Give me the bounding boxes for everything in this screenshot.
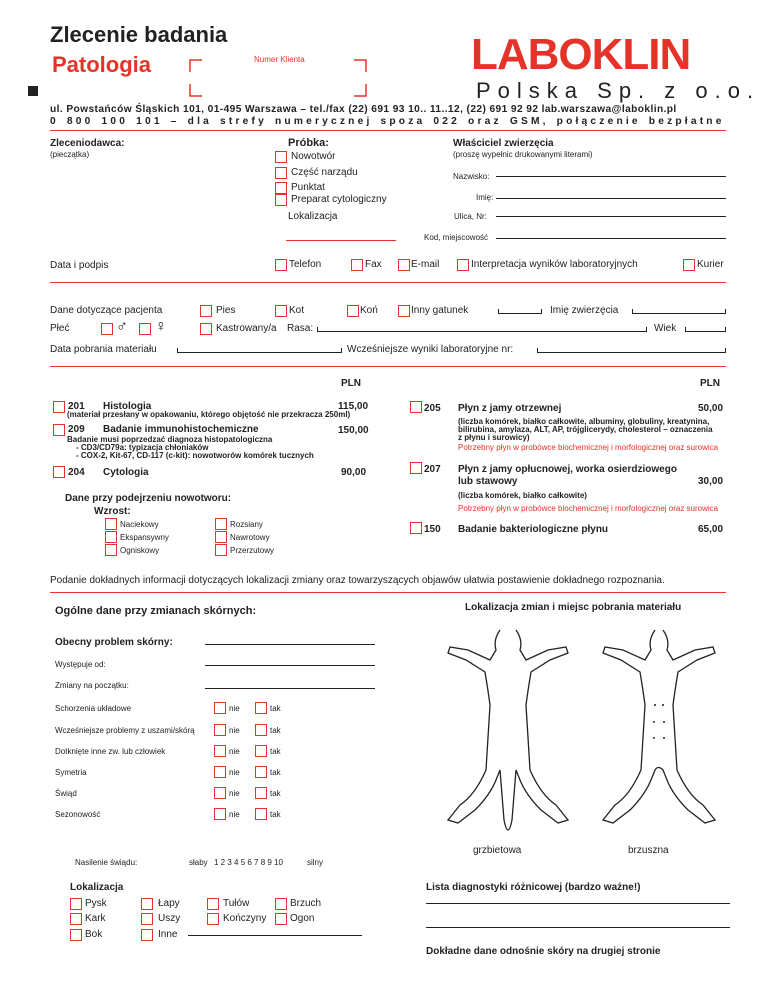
divider xyxy=(50,592,726,593)
species-checkbox-dog[interactable] xyxy=(200,305,212,317)
skin-yes-checkbox[interactable] xyxy=(255,787,267,799)
sample-label: Próbka: xyxy=(288,137,329,149)
skin-row-label: Symetria xyxy=(55,768,87,777)
skin-no-label: nie xyxy=(229,726,240,735)
sample-date-label: Data pobrania materiału xyxy=(50,344,157,355)
phone-line: 0 800 100 101 – dla strefy numerycznej spoza 022 oraz GSM, połączenie bezpłatne xyxy=(50,116,725,127)
skin-problem-label: Obecny problem skórny: xyxy=(55,637,173,648)
postal-field[interactable] xyxy=(496,238,726,239)
itch-scale[interactable]: 1 2 3 4 5 6 7 8 9 10 xyxy=(214,858,283,867)
dog-body-map[interactable] xyxy=(430,620,730,850)
dorsal-dog-outline xyxy=(448,630,568,830)
test-name: Badanie immunohistochemiczne xyxy=(103,424,259,435)
test-note: z płynu i surowicy) xyxy=(458,433,530,442)
skin-problem-field[interactable] xyxy=(205,644,375,645)
contact-checkbox-phone[interactable] xyxy=(275,259,287,271)
address-line: ul. Powstańców Śląskich 101, 01-495 Warszawa – tel./fax (22) 691 93 10.. 11..12, (22) 691 92 92 lab.warszawa@laboklin.pl xyxy=(50,104,677,115)
growth-checkbox-metastatic[interactable] xyxy=(215,544,227,556)
skin-yes-label: tak xyxy=(270,726,281,735)
sample-checkbox-puncture[interactable] xyxy=(275,182,287,194)
currency-right: PLN xyxy=(700,378,720,389)
skin-no-label: nie xyxy=(229,704,240,713)
name-field[interactable] xyxy=(496,198,726,199)
skin-yes-label: tak xyxy=(270,810,281,819)
age-label: Wiek xyxy=(654,323,677,334)
skin-yes-label: tak xyxy=(270,789,281,798)
test-name: Płyn z jamy opłucnowej, worka osierdziowego xyxy=(458,464,677,475)
skin-no-checkbox[interactable] xyxy=(214,702,226,714)
divider xyxy=(50,366,726,367)
footer-note: Dokładne dane odnośnie skóry na drugiej stronie xyxy=(426,946,661,957)
skin-yes-checkbox[interactable] xyxy=(255,724,267,736)
itch-label: Nasilenie świądu: xyxy=(75,858,138,867)
sample-checkbox-cytology[interactable] xyxy=(275,194,287,206)
contact-label: Telefon xyxy=(289,259,322,270)
sex-checkbox-male[interactable] xyxy=(101,323,113,335)
date-sign-label: Data i podpis xyxy=(50,260,109,271)
species-checkbox-other[interactable] xyxy=(398,305,410,317)
divider xyxy=(50,282,726,283)
sample-checkbox-organ[interactable] xyxy=(275,167,287,179)
skin-no-checkbox[interactable] xyxy=(214,724,226,736)
species-label: Koń xyxy=(360,305,378,316)
skin-since-label: Występuje od: xyxy=(55,660,106,669)
surname-field[interactable] xyxy=(496,176,726,177)
loc-checkbox-other[interactable] xyxy=(141,929,153,941)
skin-yes-checkbox[interactable] xyxy=(255,766,267,778)
test-checkbox-207[interactable] xyxy=(410,462,422,474)
diff-field-1[interactable] xyxy=(426,903,730,904)
contact-label: Interpretacja wyników laboratoryjnych xyxy=(471,259,638,270)
skin-initial-field[interactable] xyxy=(205,688,375,689)
skin-initial-label: Zmiany na początku: xyxy=(55,681,129,690)
loc-item: Uszy xyxy=(158,913,181,924)
sample-option: Część narządu xyxy=(291,167,358,178)
loc-checkbox-limbs[interactable] xyxy=(207,913,219,925)
loc-other-field[interactable] xyxy=(188,935,362,936)
previous-results-label: Wcześniejsze wyniki laboratoryjne nr: xyxy=(347,344,514,355)
nipple-mark xyxy=(662,704,664,706)
form-title: Zlecenie badania xyxy=(50,22,228,47)
laboklin-logo: LABOKLIN xyxy=(471,30,691,79)
growth-option: Ekspansywny xyxy=(120,533,169,542)
contact-label: Kurier xyxy=(697,259,724,270)
growth-option: Nawrotowy xyxy=(230,533,270,542)
test-checkbox-201[interactable] xyxy=(53,401,65,413)
map-title: Lokalizacja zmian i miejsc pobrania materiału xyxy=(465,602,682,613)
form-subtitle: Patologia xyxy=(52,52,152,77)
divider xyxy=(50,130,726,131)
test-name-2: lub stawowy xyxy=(458,476,518,487)
itch-weak: słaby xyxy=(189,858,208,867)
growth-checkbox-expansive[interactable] xyxy=(105,531,117,543)
test-checkbox-204[interactable] xyxy=(53,466,65,478)
test-code: 207 xyxy=(424,464,441,475)
growth-option: Rozsiany xyxy=(230,520,263,529)
age-field[interactable] xyxy=(685,327,726,332)
test-price: 90,00 xyxy=(341,467,367,478)
test-name: Cytologia xyxy=(103,467,149,478)
info-text: Podanie dokładnych informacji dotyczących lokalizacji zmiany oraz towarzyszących objawów ułatwia postawienie dokładnego rozpoznania. xyxy=(50,575,665,586)
test-price: 115,00 xyxy=(338,401,369,412)
skin-yes-checkbox[interactable] xyxy=(255,702,267,714)
street-label: Ulica, Nr: xyxy=(454,212,487,221)
test-note: bilirubina, amylaza, ALT, AP, trójglicerydy, cholesterol – oznaczenia xyxy=(458,425,713,434)
test-name: Badanie bakteriologiczne płynu xyxy=(458,524,609,535)
postal-label: Kod, miejscowość xyxy=(424,233,489,242)
castrated-checkbox[interactable] xyxy=(200,323,212,335)
female-icon: ♀ xyxy=(155,318,167,335)
growth-label: Wzrost: xyxy=(94,506,131,517)
skin-no-checkbox[interactable] xyxy=(214,745,226,757)
contact-label: E-mail xyxy=(411,259,440,270)
species-label: Inny gatunek xyxy=(411,305,469,316)
diff-field-2[interactable] xyxy=(426,927,730,928)
species-label: Pies xyxy=(216,305,236,316)
test-price: 50,00 xyxy=(698,403,724,414)
test-price: 30,00 xyxy=(698,476,724,487)
skin-row-label: Świąd xyxy=(55,789,77,798)
loc-checkbox-trunk[interactable] xyxy=(207,898,219,910)
nipple-mark xyxy=(654,704,656,706)
orderer-label: Zleceniodawca: xyxy=(50,138,125,149)
growth-option: Ogniskowy xyxy=(120,546,160,555)
growth-checkbox-focal[interactable] xyxy=(105,544,117,556)
test-checkbox-209[interactable] xyxy=(53,424,65,436)
other-species-field[interactable] xyxy=(498,309,542,314)
loc-checkbox-paws[interactable] xyxy=(141,898,153,910)
loc-item: Tułów xyxy=(223,898,250,909)
test-checkbox-205[interactable] xyxy=(410,401,422,413)
contact-checkbox-email[interactable] xyxy=(398,259,410,271)
skin-no-label: nie xyxy=(229,768,240,777)
loc-item: Ogon xyxy=(290,913,315,924)
skin-yes-checkbox[interactable] xyxy=(255,808,267,820)
contact-label: Fax xyxy=(365,259,382,270)
client-number-frame[interactable] xyxy=(188,58,368,98)
test-code: 201 xyxy=(68,401,85,412)
growth-checkbox-recurrent[interactable] xyxy=(215,531,227,543)
sample-option: Preparat cytologiczny xyxy=(291,194,387,205)
sample-checkbox-tumor[interactable] xyxy=(275,151,287,163)
skin-no-label: nie xyxy=(229,810,240,819)
test-code: 209 xyxy=(68,424,85,435)
test-note: (liczba komórek, białko całkowite, albuminy, globuliny, kreatynina, xyxy=(458,417,710,426)
loc-checkbox-neck[interactable] xyxy=(70,913,82,925)
loc-checkbox-muzzle[interactable] xyxy=(70,898,82,910)
company-name: Polska Sp. z o.o. xyxy=(476,78,761,103)
breed-label: Rasa: xyxy=(287,323,314,334)
animal-name-label: Imię zwierzęcia xyxy=(550,305,619,316)
test-note: (materiał przesłany w opakowaniu, którego objętość nie przekracza 250ml) xyxy=(67,410,351,419)
patient-label: Dane dotyczące pacjenta xyxy=(50,305,163,316)
growth-checkbox-infiltrative[interactable] xyxy=(105,518,117,530)
loc-item: Bok xyxy=(85,929,103,940)
loc-item: Kark xyxy=(85,913,106,924)
sex-label: Płeć xyxy=(50,323,70,334)
sample-location-field[interactable] xyxy=(286,240,396,241)
skin-yes-label: tak xyxy=(270,747,281,756)
dorsal-label: grzbietowa xyxy=(473,845,522,856)
itch-strong: silny xyxy=(307,858,324,867)
skin-title: Ogólne dane przy zmianach skórnych: xyxy=(55,605,257,617)
test-note: (liczba komórek, białko całkowite) xyxy=(458,491,587,500)
sample-option: Nowotwór xyxy=(291,151,336,162)
skin-no-checkbox[interactable] xyxy=(214,766,226,778)
street-field[interactable] xyxy=(496,216,726,217)
species-label: Kot xyxy=(289,305,305,316)
loc-label: Lokalizacja xyxy=(70,882,124,893)
skin-no-checkbox[interactable] xyxy=(214,787,226,799)
test-note: - COX-2, Kit-67, CD-117 (c-kit): nowotworów komórek tucznych xyxy=(76,451,314,460)
skin-row-label: Schorzenia układowe xyxy=(55,704,132,713)
test-name: Płyn z jamy otrzewnej xyxy=(458,403,562,414)
tumor-label: Dane przy podejrzeniu nowotworu: xyxy=(65,493,232,504)
loc-item: Inne xyxy=(158,929,178,940)
ventral-dog-outline xyxy=(603,630,715,823)
skin-yes-label: tak xyxy=(270,768,281,777)
skin-row-label: Sezonowość xyxy=(55,810,101,819)
nipple-mark xyxy=(653,737,655,739)
name-label: Imię: xyxy=(476,193,494,202)
test-code: 204 xyxy=(68,467,85,478)
test-requirement: Potrzebny płyn w probówce biochemicznej i morfologicznej oraz surowica xyxy=(458,443,719,452)
loc-checkbox-belly[interactable] xyxy=(275,898,287,910)
loc-item: Łapy xyxy=(158,898,180,909)
growth-checkbox-disseminated[interactable] xyxy=(215,518,227,530)
owner-note: (proszę wypełnic drukowanymi literami) xyxy=(453,150,593,159)
contact-checkbox-courier[interactable] xyxy=(683,259,695,271)
marker-square xyxy=(28,86,38,96)
breed-field[interactable] xyxy=(317,327,647,332)
test-requirement: Potrzebny płyn w probówce biochemicznej i morfologicznej oraz surowica xyxy=(458,504,719,513)
orderer-stamp: (pieczątka) xyxy=(50,150,90,159)
growth-option: Naciekowy xyxy=(120,520,159,529)
growth-option: Przerzutowy xyxy=(230,546,275,555)
animal-name-field[interactable] xyxy=(632,309,726,314)
skin-yes-label: tak xyxy=(270,704,281,713)
skin-row-label: Wcześniejsze problemy z uszami/skórą xyxy=(55,726,195,735)
surname-label: Nazwisko: xyxy=(453,172,490,181)
nipple-mark xyxy=(653,721,655,723)
client-number-label: Numer Klienta xyxy=(254,55,305,64)
previous-results-field[interactable] xyxy=(537,348,726,353)
test-code: 150 xyxy=(424,524,441,535)
test-price: 150,00 xyxy=(338,425,369,436)
loc-item: Pysk xyxy=(85,898,107,909)
contact-checkbox-fax[interactable] xyxy=(351,259,363,271)
test-checkbox-150[interactable] xyxy=(410,522,422,534)
skin-yes-checkbox[interactable] xyxy=(255,745,267,757)
loc-item: Kończyny xyxy=(223,913,267,924)
skin-since-field[interactable] xyxy=(205,665,375,666)
test-price: 65,00 xyxy=(698,524,724,535)
test-note: Badanie musi poprzedzać diagnoza histopatologiczna xyxy=(67,435,273,444)
skin-no-checkbox[interactable] xyxy=(214,808,226,820)
skin-no-label: nie xyxy=(229,789,240,798)
sex-checkbox-female[interactable] xyxy=(139,323,151,335)
loc-checkbox-tail[interactable] xyxy=(275,913,287,925)
test-name: Histologia xyxy=(103,401,152,412)
loc-checkbox-ears[interactable] xyxy=(141,913,153,925)
loc-item: Brzuch xyxy=(290,898,322,909)
male-icon: ♂ xyxy=(116,318,128,335)
loc-checkbox-side[interactable] xyxy=(70,929,82,941)
owner-label: Właściciel zwierzęcia xyxy=(453,138,554,149)
sample-location-label: Lokalizacja xyxy=(288,211,338,222)
sample-date-field[interactable] xyxy=(177,348,342,353)
nipple-mark xyxy=(663,737,665,739)
skin-no-label: nie xyxy=(229,747,240,756)
currency-left: PLN xyxy=(341,378,361,389)
species-checkbox-horse[interactable] xyxy=(347,305,359,317)
contact-checkbox-interpretation[interactable] xyxy=(457,259,469,271)
nipple-mark xyxy=(663,721,665,723)
sample-option: Punktat xyxy=(291,182,325,193)
diff-label: Lista diagnostyki różnicowej (bardzo ważne!) xyxy=(426,882,641,893)
castrated-label: Kastrowany/a xyxy=(216,323,277,334)
species-checkbox-cat[interactable] xyxy=(275,305,287,317)
test-note: - CD3/CD79a: typizacja chłoniaków xyxy=(76,443,209,452)
test-code: 205 xyxy=(424,403,441,414)
skin-row-label: Dotknięte inne zw. lub człowiek xyxy=(55,747,166,756)
ventral-label: brzuszna xyxy=(628,845,669,856)
